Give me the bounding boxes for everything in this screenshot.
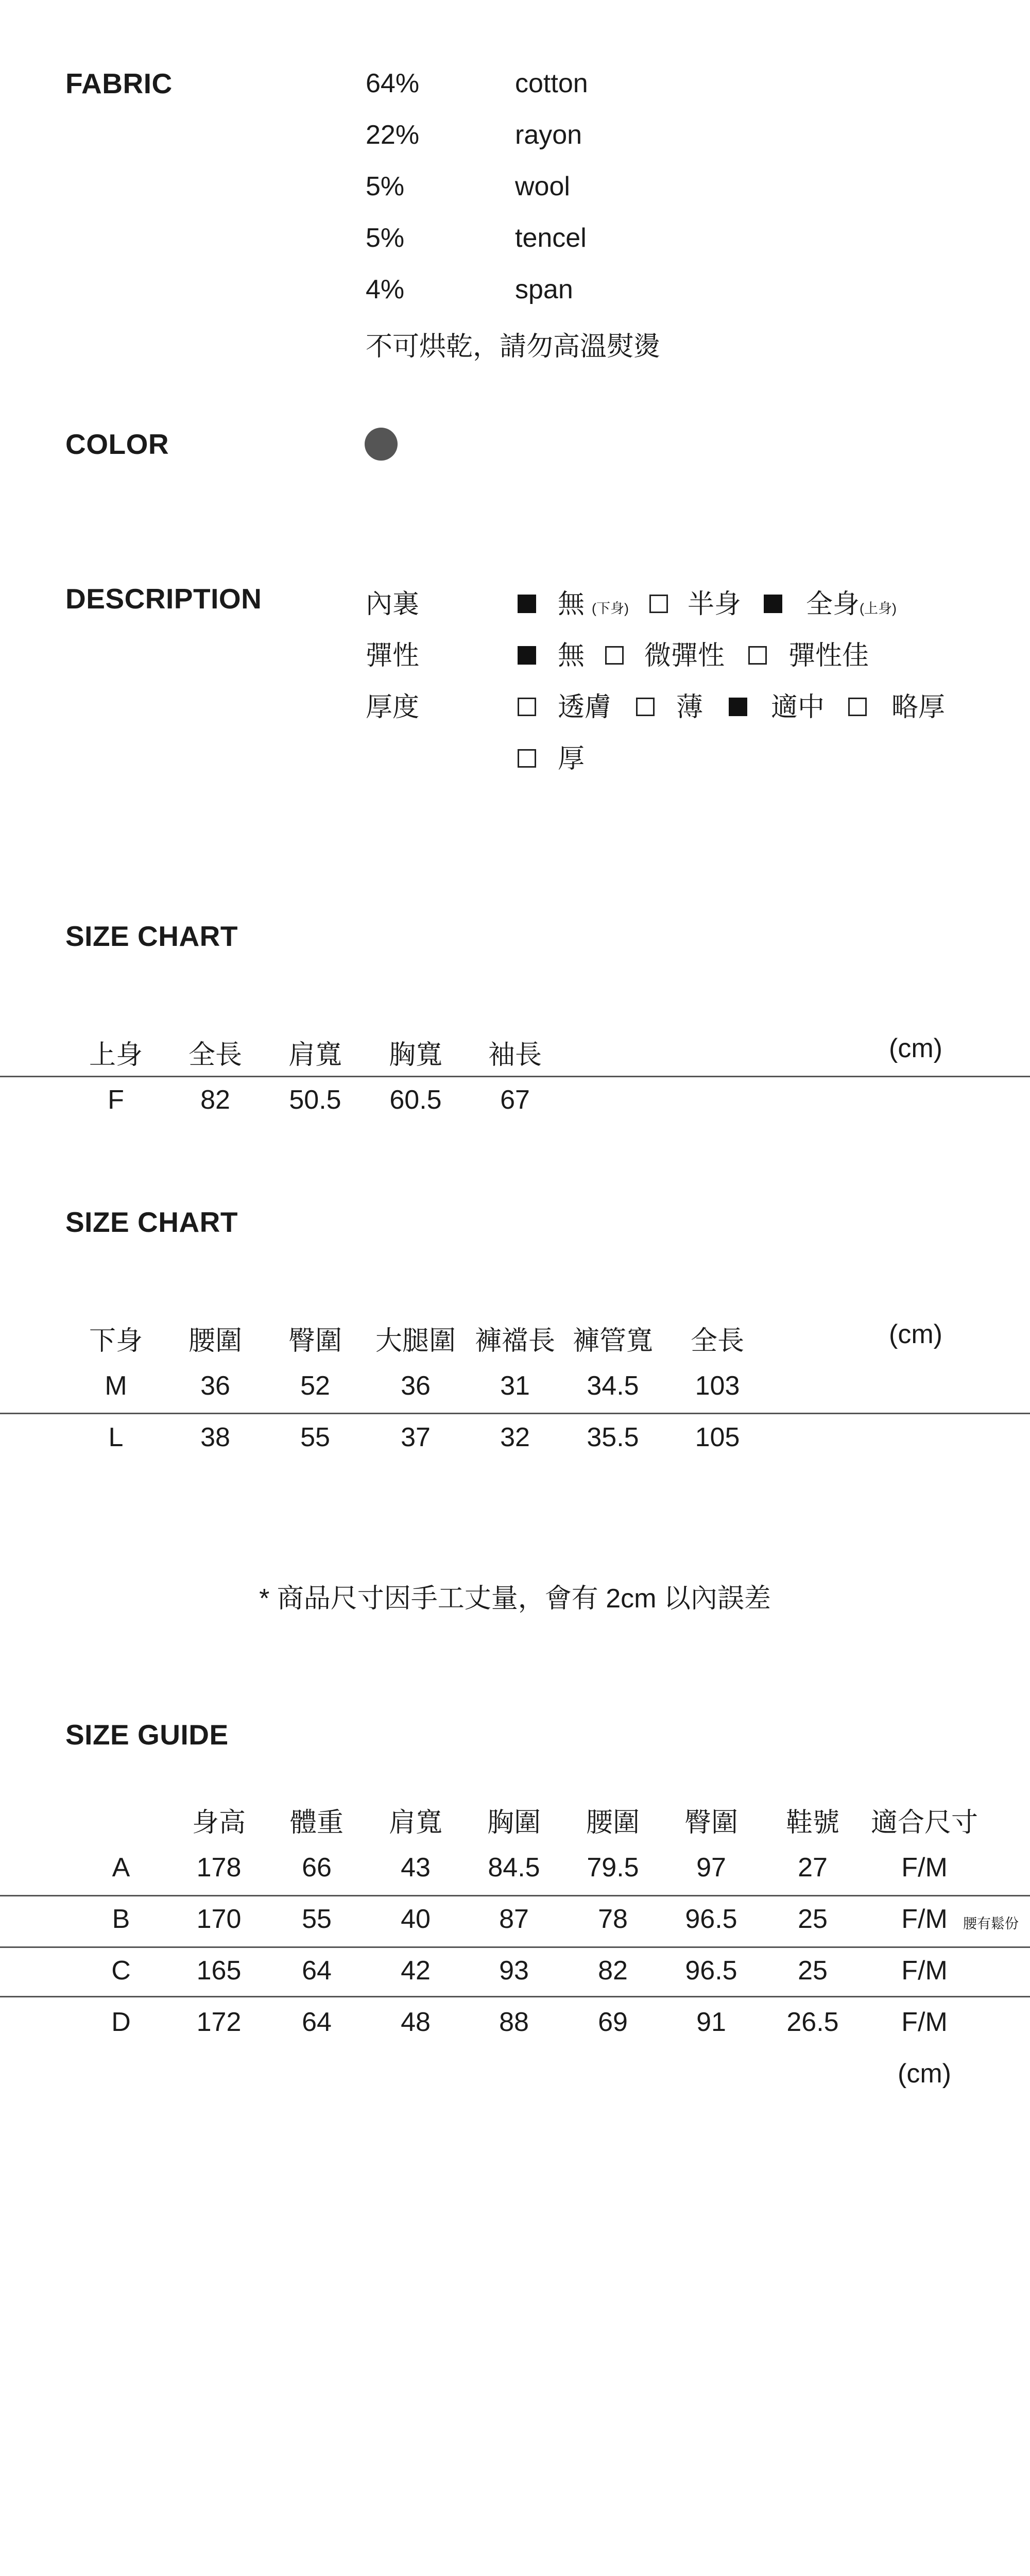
fabric-title: FABRIC — [65, 67, 173, 99]
table-cell: 48 — [401, 2007, 431, 2037]
table-cell: 64 — [302, 1956, 332, 1986]
lining-options — [518, 582, 897, 621]
table-header-cell: 上身 — [89, 1040, 143, 1070]
table-header-cell: 臀圍 — [684, 1808, 739, 1838]
table-cell: 37 — [401, 1422, 431, 1452]
lining-label: 內裏 — [366, 589, 420, 619]
option-label: 半身 — [688, 589, 742, 619]
table-cell: 93 — [499, 1956, 529, 1986]
table-header-cell: 鞋號 — [785, 1808, 840, 1838]
option-label: 無 — [558, 641, 585, 671]
color-title: COLOR — [65, 428, 169, 460]
table-cell: F/M — [901, 1853, 948, 1883]
table-cell: 103 — [695, 1371, 740, 1401]
table-cell: 87 — [499, 1904, 529, 1934]
table-cell: 50.5 — [289, 1085, 341, 1115]
table-cell: 36 — [401, 1371, 431, 1401]
table-cell: 43 — [401, 1853, 431, 1883]
stretch-label: 彈性 — [366, 641, 420, 671]
divider — [0, 1996, 1030, 1997]
table-header-cell: 腰圍 — [586, 1808, 640, 1838]
table-header-cell: 肩寬 — [388, 1808, 443, 1838]
table-cell: 88 — [499, 2007, 529, 2037]
model-label: A — [112, 1853, 130, 1883]
option-label: 略厚 — [891, 692, 946, 722]
table-cell: 172 — [196, 2007, 242, 2037]
table-cell: 91 — [696, 2007, 726, 2037]
table-cell: 66 — [302, 1853, 332, 1883]
fabric-material: tencel — [515, 223, 587, 253]
table-header-cell: 全長 — [690, 1326, 745, 1356]
table-header-cell: 袖長 — [488, 1040, 542, 1070]
table-cell: 78 — [598, 1904, 628, 1934]
unit-label: (cm) — [898, 2059, 951, 2089]
option-note: (上身) — [860, 601, 897, 616]
fabric-care-note: 不可烘乾，請勿高溫熨燙 — [366, 332, 661, 362]
table-cell: 60.5 — [389, 1085, 442, 1115]
table-cell: L — [108, 1422, 124, 1452]
fabric-pct: 5% — [366, 172, 405, 201]
table-header-cell: 下身 — [89, 1326, 143, 1356]
table-cell: 36 — [200, 1371, 230, 1401]
fabric-material: span — [515, 275, 573, 304]
fabric-pct: 64% — [366, 69, 420, 98]
table-cell: 31 — [500, 1371, 530, 1401]
table-cell: 40 — [401, 1904, 431, 1934]
size-chart-bottom-title: SIZE CHART — [65, 1206, 238, 1238]
table-header-cell: 全長 — [188, 1040, 243, 1070]
unchecked-box-icon — [518, 749, 536, 768]
table-cell: 178 — [196, 1853, 242, 1883]
table-cell: 79.5 — [587, 1853, 639, 1883]
option-label: 全身 — [806, 589, 860, 619]
table-cell: 64 — [302, 2007, 332, 2037]
table-header-cell: 褲襠長 — [474, 1326, 556, 1356]
table-header-cell: 腰圍 — [188, 1326, 243, 1356]
table-cell: 38 — [200, 1422, 230, 1452]
table-cell: 96.5 — [685, 1956, 737, 1986]
fabric-material: cotton — [515, 69, 588, 98]
checked-box-icon — [518, 646, 536, 665]
table-cell: M — [105, 1371, 127, 1401]
color-swatch — [365, 428, 398, 461]
table-cell: F/M — [901, 1956, 948, 1986]
table-cell: 42 — [401, 1956, 431, 1986]
table-cell: 55 — [300, 1422, 330, 1452]
thickness-options-line2 — [518, 737, 585, 775]
option-label: 透膚 — [558, 692, 612, 722]
fabric-material: wool — [515, 172, 570, 201]
thickness-label: 厚度 — [366, 692, 420, 722]
checked-box-icon — [518, 595, 536, 613]
measurement-note: * 商品尺寸因手工丈量，會有 2cm 以內誤差 — [259, 1584, 771, 1614]
model-label: C — [111, 1956, 131, 1986]
option-label: 適中 — [771, 692, 825, 722]
option-label: 薄 — [676, 692, 703, 722]
table-cell: F — [108, 1085, 124, 1115]
table-cell: 32 — [500, 1422, 530, 1452]
table-cell: 55 — [302, 1904, 332, 1934]
table-header-cell: 肩寬 — [288, 1040, 342, 1070]
divider — [0, 1076, 1030, 1077]
unit-label: (cm) — [889, 1319, 942, 1349]
model-label: B — [112, 1904, 130, 1934]
table-cell: 96.5 — [685, 1904, 737, 1934]
table-cell: 67 — [500, 1085, 530, 1115]
divider — [0, 1413, 1030, 1414]
table-cell: 27 — [798, 1853, 828, 1883]
table-header-cell: 體重 — [289, 1808, 344, 1838]
checked-box-icon — [729, 698, 747, 716]
fit-note: 腰有鬆份 — [963, 1916, 1019, 1931]
table-header-cell: 臀圍 — [288, 1326, 342, 1356]
table-header-cell: 胸寬 — [388, 1040, 443, 1070]
fabric-pct: 22% — [366, 120, 420, 150]
fabric-pct: 4% — [366, 275, 405, 304]
table-cell: 105 — [695, 1422, 740, 1452]
table-header-cell: 適合尺寸 — [870, 1808, 978, 1838]
table-cell: 25 — [798, 1956, 828, 1986]
size-chart-top-title: SIZE CHART — [65, 920, 238, 952]
table-cell: 35.5 — [587, 1422, 639, 1452]
table-cell: 82 — [598, 1956, 628, 1986]
unchecked-box-icon — [848, 698, 867, 716]
unchecked-box-icon — [605, 646, 624, 665]
table-header-cell: 褲管寬 — [572, 1326, 654, 1356]
table-header-cell: 身高 — [192, 1808, 246, 1838]
table-header-cell: 大腿圍 — [375, 1326, 456, 1356]
table-cell: F/M — [901, 2007, 948, 2037]
option-label: 微彈性 — [644, 641, 725, 671]
table-cell: 97 — [696, 1853, 726, 1883]
option-note: (下身) — [592, 601, 629, 616]
table-cell: 25 — [798, 1904, 828, 1934]
checked-box-icon — [764, 595, 782, 613]
table-header-cell: 胸圍 — [487, 1808, 541, 1838]
table-cell: 52 — [300, 1371, 330, 1401]
unchecked-box-icon — [649, 595, 668, 613]
description-title: DESCRIPTION — [65, 583, 262, 615]
unchecked-box-icon — [518, 698, 536, 716]
divider — [0, 1895, 1030, 1896]
stretch-options — [518, 634, 869, 672]
fabric-material: rayon — [515, 120, 582, 150]
size-guide-title: SIZE GUIDE — [65, 1719, 229, 1751]
divider — [0, 1946, 1030, 1948]
option-label: 厚 — [558, 744, 585, 774]
table-cell: 82 — [200, 1085, 230, 1115]
table-cell: 34.5 — [587, 1371, 639, 1401]
table-cell: 84.5 — [488, 1853, 540, 1883]
fabric-pct: 5% — [366, 223, 405, 253]
unchecked-box-icon — [748, 646, 767, 665]
thickness-options — [518, 685, 945, 724]
unchecked-box-icon — [636, 698, 655, 716]
table-cell: 69 — [598, 2007, 628, 2037]
option-label: 無 — [558, 589, 585, 619]
unit-label: (cm) — [889, 1033, 942, 1063]
table-cell: F/M — [901, 1904, 948, 1934]
table-cell: 165 — [196, 1956, 242, 1986]
table-cell: 170 — [196, 1904, 242, 1934]
model-label: D — [111, 2007, 131, 2037]
table-cell: 26.5 — [786, 2007, 839, 2037]
option-label: 彈性佳 — [788, 641, 869, 671]
